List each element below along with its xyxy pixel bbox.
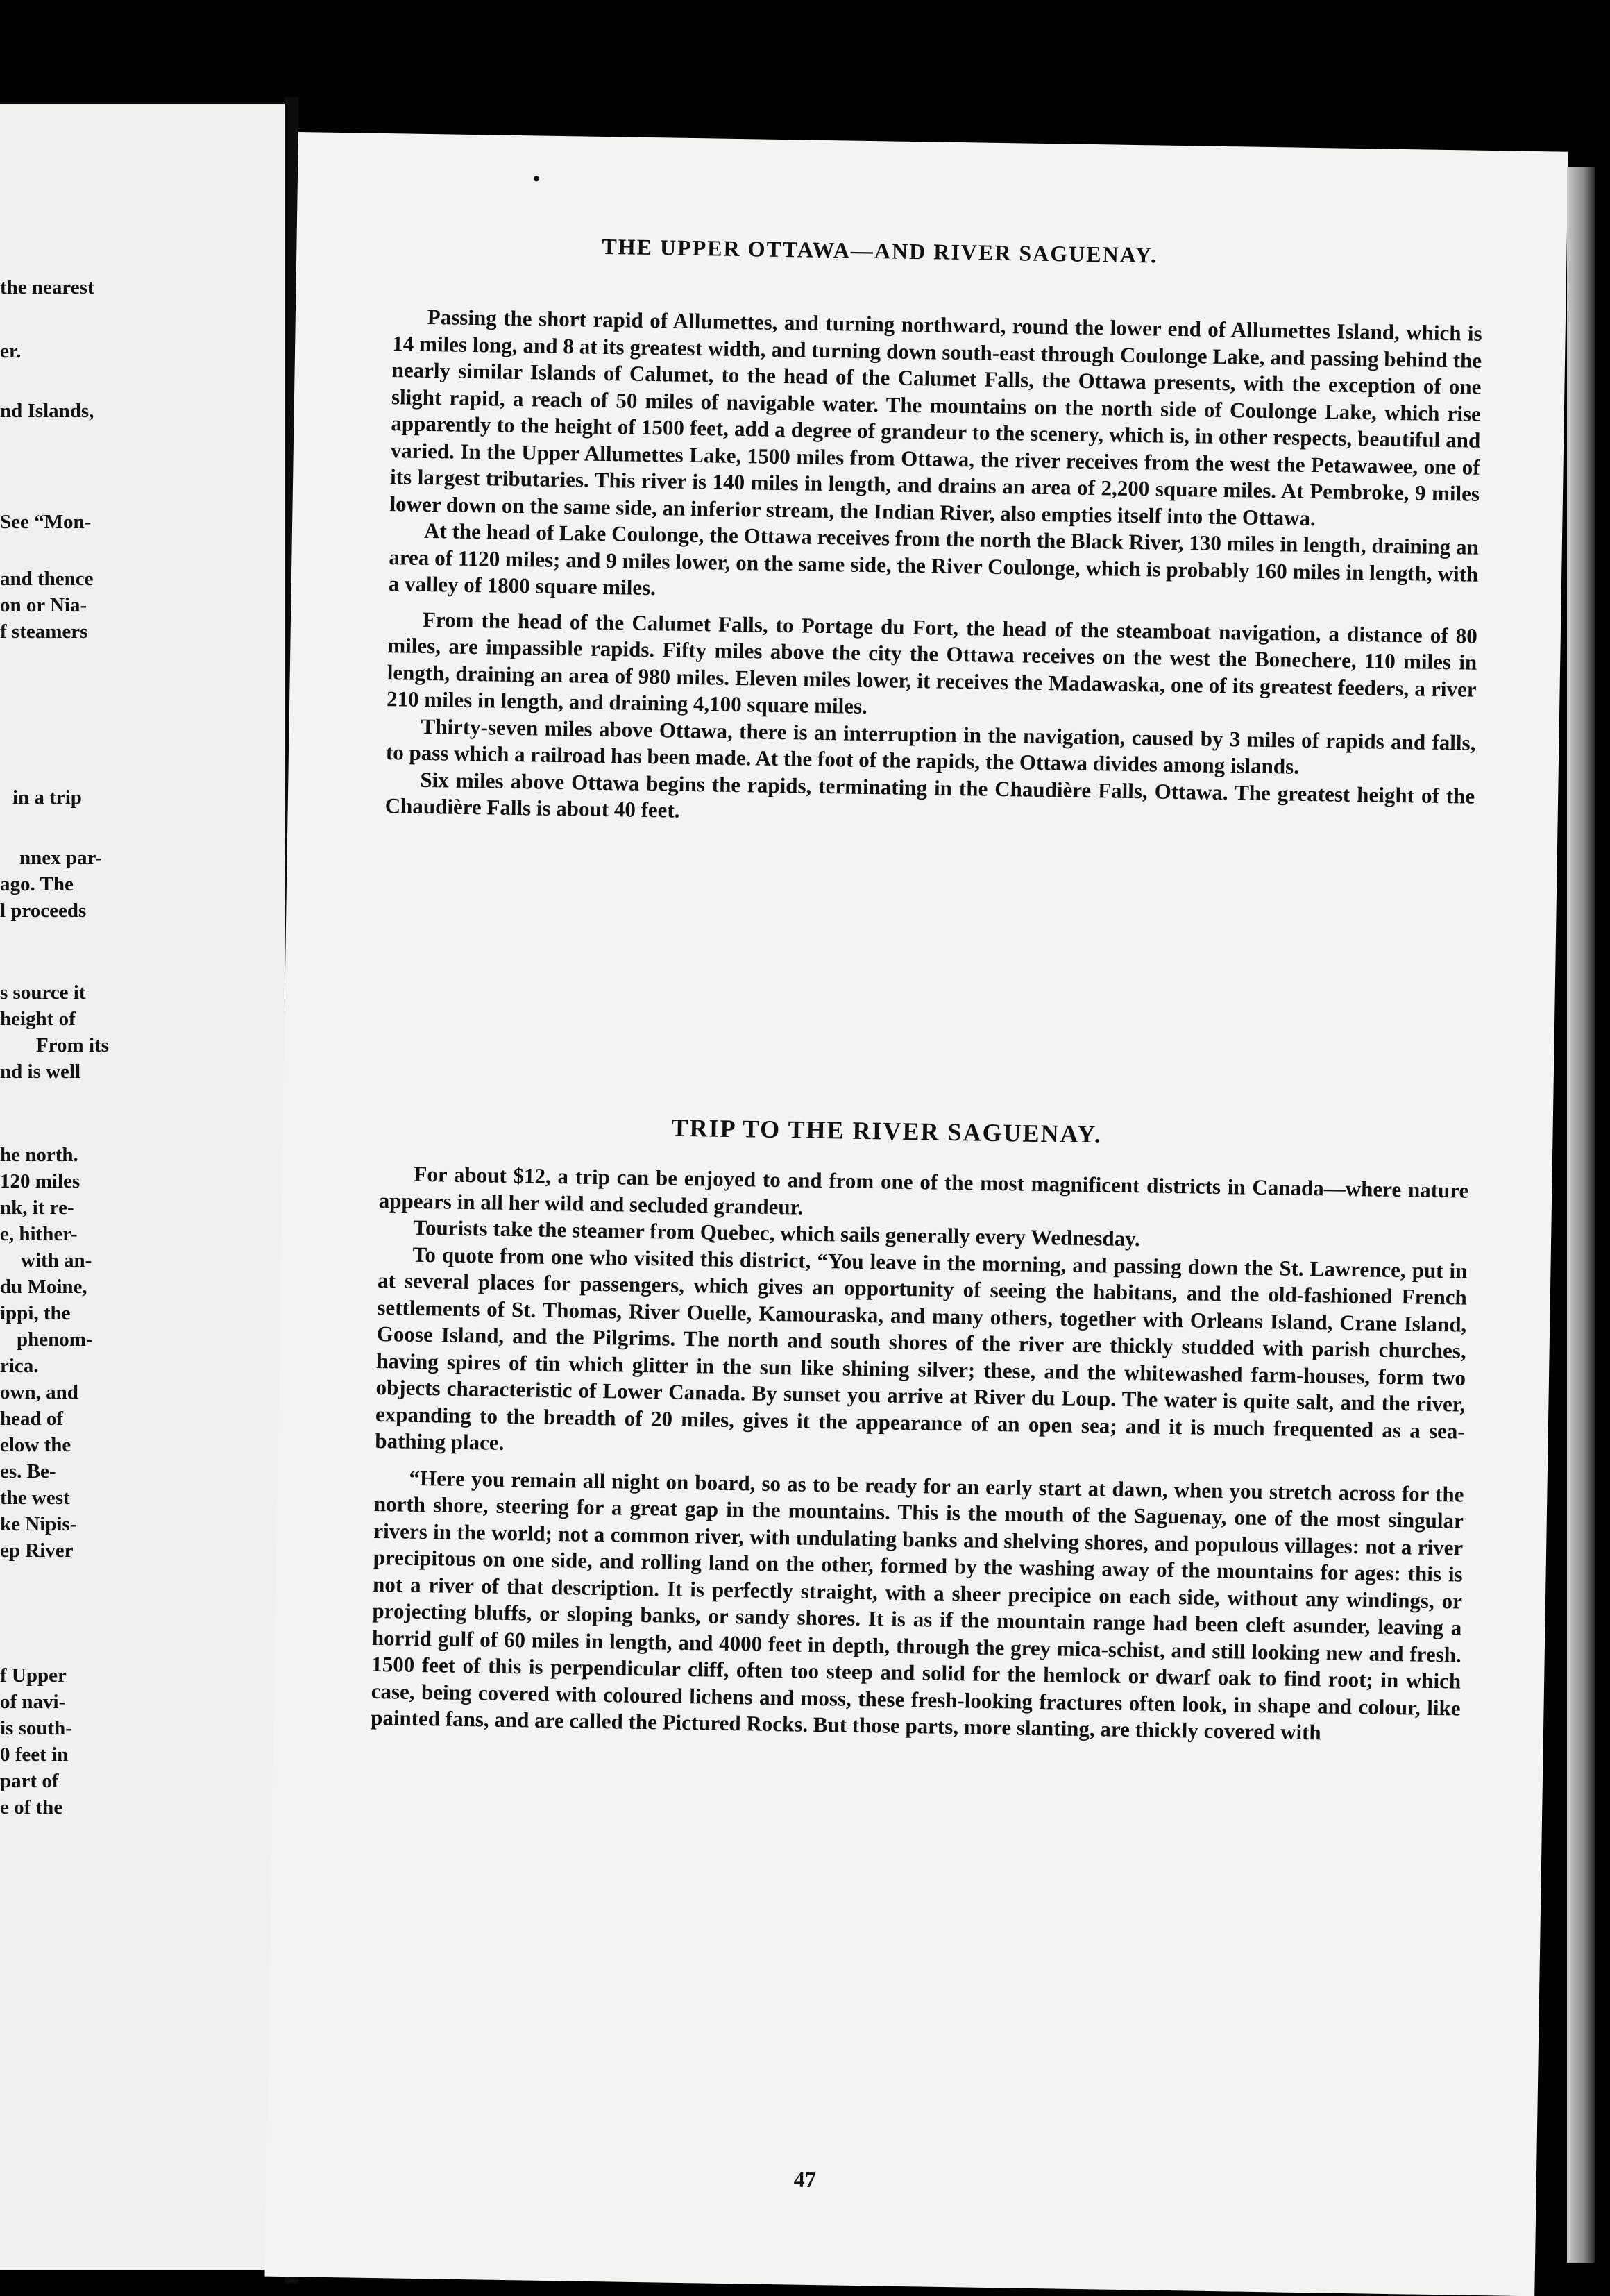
left-page-line: ago. The: [0, 873, 74, 895]
left-page-line: is south-: [0, 1717, 72, 1739]
left-page-line: ep River: [0, 1539, 74, 1562]
left-page-line: es. Be-: [0, 1460, 56, 1483]
left-page-line: f steamers: [0, 621, 88, 643]
left-page-line: nd Islands,: [0, 400, 94, 422]
paragraph: From the head of the Calumet Falls, to Portage du Fort, the head of the steamboat navigation, a distance of 80 miles, are impassible rapids. Fifty miles above the city the Ottawa receives on the west the Bonechere, 110 miles in length, draining an area of 980 miles. Eleven miles lower, it receives the Madawaska, one of its greatest feeders, a river 210 miles in length, and draining 4,100 square miles.: [386, 607, 1478, 718]
left-page-line: height of: [0, 1008, 76, 1030]
left-page-line: head of: [0, 1408, 64, 1430]
left-page-line: part of: [0, 1770, 59, 1792]
left-page-line: the nearest: [0, 276, 94, 298]
left-page-line: in a trip: [12, 786, 82, 809]
paragraph: “Here you remain all night on board, so as to be ready for an early start at dawn, when you stretch across for the north shore, steering for a great gap in the mountains. This is the mouth of the Saguenay, one of the most singular rivers in the world; not a common river, with undulating banks and shelving shores, and populous villages: not a river precipitous on one side, and rolling land on the other, formed by the washing away of the mountains for ages: this is not a river of that description. It is perfectly straight, with a sheer precipice on each side, without any windings, or projecting bluffs, or sloping banks, or sandy shores. It is as if the mountain range had been cleft asunder, leaving a horrid gulf of 60 miles in length, and 4000 feet in depth, through the grey mica-schist, and still looking new and fresh. 1500 feet of this is perpendicular cliff, often too steep and solid for the hemlock or dwarf oak to find root; in which case, being covered with coloured lichens and moss, these fresh-looking fractures often look, in shape and colour, like painted fans, and are called the Pictured Rocks. But those parts, more slanting, are thickly covered with: [370, 1465, 1464, 1745]
left-page-line: phenom-: [17, 1328, 93, 1351]
left-page-line: he north.: [0, 1144, 78, 1166]
left-page-line: on or Nia-: [0, 594, 87, 616]
left-page-line: From its: [36, 1034, 109, 1056]
left-page-line: of navi-: [0, 1691, 66, 1713]
paragraph: Tourists take the steamer from Quebec, which sails generally every Wednesday.: [412, 1215, 1141, 1251]
left-page-line: rica.: [0, 1355, 39, 1377]
page-number: 47: [793, 2166, 817, 2193]
left-page-line: s source it: [0, 981, 86, 1004]
paragraph: At the head of Lake Coulonge, the Ottawa receives from the north the Black River, 130 miles in length, draining an area of 1120 miles; and 9 miles lower, on the same side, the River Coulonge, which is probably 160 miles in length, with a valley of 1800 square miles.: [388, 518, 1480, 600]
paragraph: Thirty-seven miles above Ottawa, there is an interruption in the navigation, caused by 3 miles of rapids and falls, to pass which a railroad has been made. At the foot of the rapids, the Ottawa divides among islands.: [385, 714, 1476, 779]
left-page-line: e of the: [0, 1796, 63, 1818]
left-page-line: er.: [0, 340, 22, 362]
paragraph: For about $12, a trip can be enjoyed to and from one of the most magnificent districts in Canada—where nature appears in all her wild and secluded grandeur.: [378, 1161, 1469, 1219]
left-page-line: elow the: [0, 1434, 71, 1456]
left-page-line: See “Mon-: [0, 511, 92, 533]
ink-speck: [534, 176, 539, 181]
paragraph: Passing the short rapid of Allumettes, and turning northward, round the lower end of Allumettes Island, which is 14 miles long, and 8 at its greatest width, and turning down south-east through Coulonge Lake, and passing behind the nearly similar Islands of Calumet, to the head of the Calumet Falls, the Ottawa presents, with the exception of one slight rapid, a reach of 50 miles of navigable water. The mountains on the north side of Coulonge Lake, which rise apparently to the height of 1500 feet, add a degree of grandeur to the scenery, which is, in other respects, beautiful and varied. In the Upper Allumettes Lake, 1500 miles from Ottawa, the river receives from the west the Petawawee, one of its largest tributaries. This river is 140 miles in length, and drains an area of 2,200 square miles. At Pembroke, 9 miles lower down on the same side, an inferior stream, the Indian River, also empties itself into the Ottawa.: [389, 304, 1482, 530]
running-head: THE UPPER OTTAWA—AND RIVER SAGUENAY.: [602, 233, 1158, 268]
left-page-line: nd is well: [0, 1061, 81, 1083]
left-page-line: the west: [0, 1487, 70, 1509]
section-text: [371, 1160, 1469, 1748]
left-page-line: nk, it re-: [0, 1197, 74, 1219]
left-page-line: 0 feet in: [0, 1744, 69, 1766]
left-page-line: with an-: [21, 1249, 92, 1272]
left-page-line: f Upper: [0, 1664, 67, 1687]
right-page: [264, 132, 1568, 2296]
left-page-line: du Moine,: [0, 1276, 87, 1298]
left-page: [0, 104, 285, 2270]
left-page-line: e, hither-: [0, 1223, 78, 1245]
left-page-line: ke Nipis-: [0, 1513, 77, 1535]
left-page-line: own, and: [0, 1381, 78, 1403]
paragraph: Six miles above Ottawa begins the rapids, terminating in the Chaudière Falls, Ottawa. The greatest height of the Chaudière Falls is about 40 feet.: [384, 767, 1475, 822]
left-page-line: ippi, the: [0, 1302, 71, 1324]
left-page-line: nnex par-: [19, 847, 102, 869]
left-page-line: 120 miles: [0, 1170, 80, 1192]
section-heading: TRIP TO THE RIVER SAGUENAY.: [671, 1113, 1103, 1149]
left-page-line: l proceeds: [0, 900, 87, 922]
page-edge: [1567, 167, 1595, 2263]
paragraph: To quote from one who visited this district, “You leave in the morning, and passing down the St. Lawrence, put in at several places for passengers, which gives an opportunity of seeing the habitans, and the old-fashioned French settlements of St. Thomas, River Ouelle, Kamouraska, and many others, together with Orleans Island, Crane Island, Goose Island, and the Pilgrims. The north and south shores of the river are thickly studded with parish churches, having spires of tin which glitter in the sun like shining silver; these, and the whitewashed farm-houses, form two objects characteristic of Lower Canada. By sunset you arrive at River du Loup. The water is quite salt, and the river, expanding to the breadth of 20 miles, gives it the appearance of an open sea; and it is much frequented as a sea-bathing place.: [375, 1242, 1468, 1455]
left-page-line: and thence: [0, 568, 94, 590]
body-text: [384, 303, 1482, 836]
